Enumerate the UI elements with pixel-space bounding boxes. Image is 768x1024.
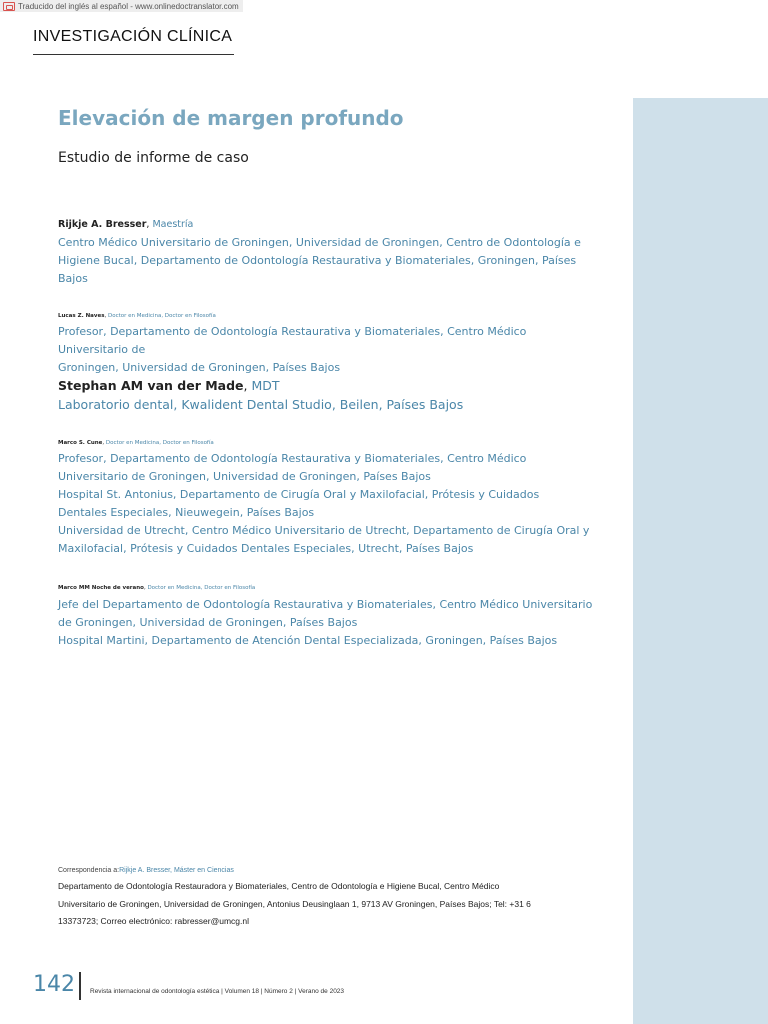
correspondence-line: 13373723; Correo electrónico: rabresser@umcg.nl (58, 916, 250, 926)
affiliation-line: Hospital St. Antonius, Departamento de Cirugía Oral y Maxilofacial, Prótesis y Cuidados (58, 488, 540, 501)
author-name: Rijkje A. Bresser (58, 219, 147, 230)
page-number: 142 (33, 972, 75, 997)
author-name: Lucas Z. Naves (58, 313, 105, 319)
author-degree: Doctor en Medicina, Doctor en Filosofía (107, 313, 216, 319)
author-name-line: Rijkje A. Bresser, Maestría (58, 219, 194, 230)
affiliation-line: Groningen, Universidad de Groningen, Países Bajos (58, 361, 341, 374)
affiliation-line: Universitario de Groningen, Universidad de Groningen, Países Bajos (58, 470, 431, 483)
author-name-line: Marco S. Cune, Doctor en Medicina, Doctor en Filosofía (58, 440, 214, 446)
affiliation-line: Profesor, Departamento de Odontología Restaurativa y Biomateriales, Centro Médico (58, 452, 527, 465)
correspondence-line: Departamento de Odontología Restauradora y Biomateriales, Centro de Odontología e Higiene Bucal, Centro Médico (58, 881, 500, 891)
author-block (58, 436, 598, 558)
translator-icon (3, 2, 15, 11)
affiliation-line: Higiene Bucal, Departamento de Odontología Restaurativa y Biomateriales, Groningen, Países (58, 254, 577, 267)
author-block (58, 377, 598, 414)
author-block (58, 216, 598, 288)
affiliation-line: Profesor, Departamento de Odontología Restaurativa y Biomateriales, Centro Médico Universitario de (58, 325, 527, 356)
author-name: Stephan AM van der Made (58, 378, 244, 393)
author-name-line: Stephan AM van der Made, MDT (58, 378, 280, 393)
article-subtitle: Estudio de informe de caso (58, 150, 249, 166)
author-degree: Maestría (152, 219, 194, 230)
translation-banner[interactable] (0, 0, 243, 12)
author-name-line: Marco MM Noche de verano, Doctor en Medicina, Doctor en Filosofía (58, 585, 256, 591)
article-title: Elevación de margen profundo (58, 106, 404, 130)
affiliation-line: de Groningen, Universidad de Groningen, Países Bajos (58, 616, 358, 629)
side-color-band (633, 98, 768, 1024)
affiliation-line: Universidad de Utrecht, Centro Médico Universitario de Utrecht, Departamento de Cirugía Oral y (58, 524, 590, 537)
author-name: Marco S. Cune (58, 440, 103, 446)
translation-banner-text[interactable]: Traducido del inglés al español - www.onlinedoctranslator.com (18, 1, 239, 11)
affiliation-line: Bajos (58, 272, 88, 285)
author-name-line: Lucas Z. Naves, Doctor en Medicina, Doctor en Filosofía (58, 313, 216, 319)
author-block (58, 309, 598, 377)
affiliation-line: Dentales Especiales, Nieuwegein, Países Bajos (58, 506, 315, 519)
section-title: INVESTIGACIÓN CLÍNICA (33, 28, 233, 45)
affiliation-line: Centro Médico Universitario de Groningen, Universidad de Groningen, Centro de Odontología e (58, 236, 581, 249)
author-degree: MDT (251, 378, 280, 393)
affiliation-line: Maxilofacial, Prótesis y Cuidados Dentales Especiales, Utrecht, Países Bajos (58, 542, 474, 555)
correspondence-label: Correspondencia a: (58, 867, 120, 874)
section-divider (33, 54, 234, 55)
journal-footer: Revista internacional de odontología estética | Volumen 18 | Número 2 | Verano de 2023 (90, 988, 345, 995)
affiliation-line: Hospital Martini, Departamento de Atención Dental Especializada, Groningen, Países Bajos (58, 634, 558, 647)
affiliation-line: Jefe del Departamento de Odontología Restaurativa y Biomateriales, Centro Médico Universitario (58, 598, 593, 611)
correspondence-heading (58, 864, 558, 878)
author-degree: Doctor en Medicina, Doctor en Filosofía (105, 440, 214, 446)
affiliation-line: Laboratorio dental, Kwalident Dental Studio, Beilen, Países Bajos (58, 397, 464, 412)
correspondence-block (58, 864, 558, 931)
correspondence-line: Universitario de Groningen, Universidad de Groningen, Antonius Deusinglaan 1, 9713 AV Groningen, Países Bajos; Tel: +31 6 (58, 898, 531, 909)
footer-divider (79, 972, 81, 1000)
author-name: Marco MM Noche de verano (58, 585, 144, 591)
correspondence-person: Rijkje A. Bresser, Máster en Ciencias (119, 867, 234, 874)
author-degree: Doctor en Medicina, Doctor en Filosofía (147, 585, 256, 591)
author-block (58, 580, 598, 650)
